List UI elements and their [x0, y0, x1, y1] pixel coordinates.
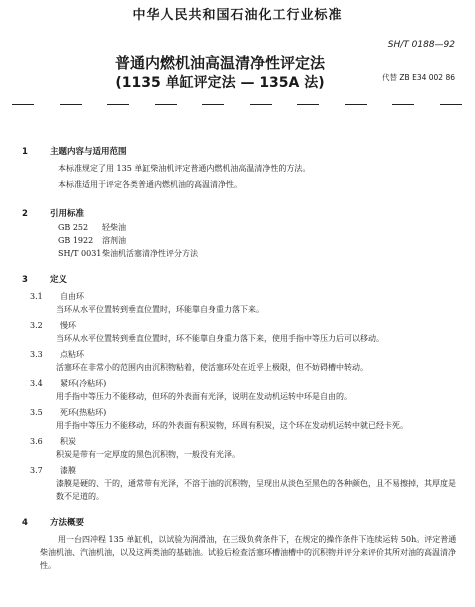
section-heading-3: 3 定义 [22, 275, 68, 285]
definition-term: 3.4 紧环(冷粘环) [30, 379, 107, 388]
definition-text: 当环从水平位置转到垂直位置时，环能靠自身重力落下来。 [56, 305, 264, 314]
title-separator [12, 104, 462, 110]
section-heading-4: 4 方法概要 [22, 518, 85, 528]
section-1-paragraph: 本标准规定了用 135 单缸柴油机评定普通内燃机油高温清净性的方法。 [58, 164, 311, 173]
definition-term: 3.7 漆膜 [30, 466, 76, 475]
definition-term: 3.2 慢环 [30, 321, 76, 330]
definition-text: 用手指中等压力不能移动，环的外表面有积炭物，环周有积炭，这个环在发动机运转中就已经卡死。 [56, 421, 408, 430]
standard-category-header: 中华人民共和国石油化工行业标准 [132, 8, 343, 23]
definition-text: 当环从水平位置转到垂直位置时，环不能靠自身重力落下来，使用手指中等压力后可以移动。 [56, 334, 384, 343]
section-heading-2: 2 引用标准 [22, 209, 85, 219]
definition-text: 漆膜是硬的、干的，通常带有光泽，不溶于油的沉积物，呈现出从淡色至黑色的各种颜色，且不易擦掉，其厚度是数不足道的。 [56, 479, 456, 501]
definition-term: 3.3 点粘环 [30, 350, 84, 359]
document-body [22, 138, 462, 575]
definition-text: 积炭是带有一定厚度的黑色沉积物，一般没有光泽。 [56, 450, 240, 459]
standard-code: SH/T 0188—92 [387, 40, 455, 50]
section-heading-1: 1 主题内容与适用范围 [22, 147, 127, 157]
standard-replace-note: 代替 ZB E34 002 86 [382, 73, 455, 82]
reference-standard: GB 1922 溶剂油 [58, 236, 126, 245]
section-1-paragraph: 本标准适用于评定各类普通内燃机油的高温清净性。 [58, 180, 242, 189]
reference-standard: SH/T 0031柴油机活塞清净性评分方法 [58, 249, 198, 258]
definition-term: 3.5 死环(热粘环) [30, 408, 107, 417]
definition-text: 用手指中等压力不能移动，但环的外表面有光泽，说明在发动机运转中环是自由的。 [56, 392, 352, 401]
reference-standard: GB 252 轻柴油 [58, 223, 126, 232]
section-4-paragraph: 用一台四冲程 135 单缸机，以试验为润滑油，在三级负荷条件下，在规定的操作条件下连续运转 50h。评定普通柴油机油、汽油机油，以及这两类油的基础油。试验后检查活塞环槽油槽中的沉积物并评分来评价其所对油的高温清净性。 [40, 535, 457, 570]
definition-text: 活塞环在非常小的范围内由沉积物粘着，使活塞环处在近乎上极限，但不妨碍槽中转动。 [56, 363, 368, 372]
definition-term: 3.1 自由环 [30, 292, 84, 301]
definition-term: 3.6 积炭 [30, 437, 76, 446]
document-title: 普通内燃机油高温清净性评定法 [114, 54, 325, 72]
document-subtitle: (1135 单缸评定法 — 135A 法) [115, 75, 325, 91]
